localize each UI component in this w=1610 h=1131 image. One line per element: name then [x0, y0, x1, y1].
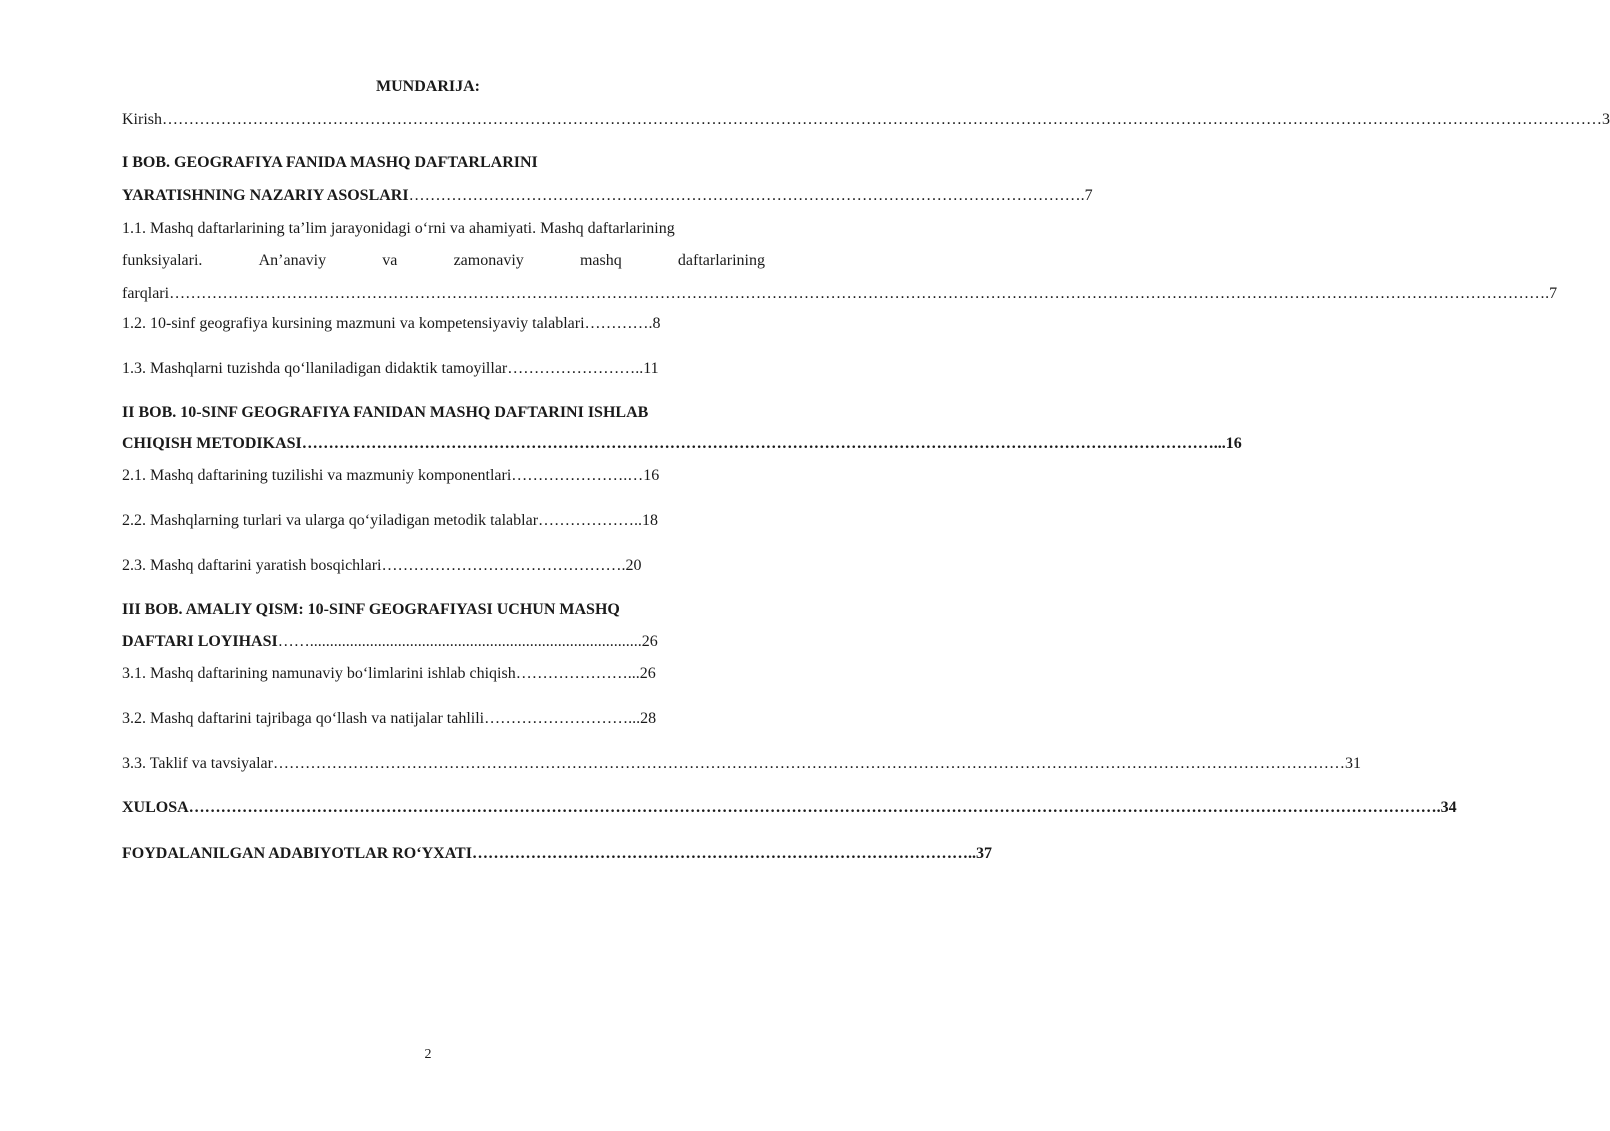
toc-word: daftarlarining — [677, 252, 765, 269]
toc-chapter-3-leader: ……...................................................................................26 — [277, 633, 658, 650]
toc-entry-2-2: 2.2. Mashqlarning turlari va ularga qo‘yiladigan metodik talablar………………..18 — [122, 512, 659, 529]
toc-entry-xulosa: XULOSA……………………………………………………………………………………………………………………………………………………………………………………………………………….34 — [122, 799, 1457, 816]
toc-word: va — [382, 252, 398, 269]
toc-chapter-2-line-1: II BOB. 10-SINF GEOGRAFIYA FANIDAN MASHQ DAFTARINI ISHLAB — [122, 404, 649, 421]
toc-entry-1-2: 1.2. 10-sinf geografiya kursining mazmuni va kompetensiyaviy talablari………….8 — [122, 315, 661, 332]
toc-word: funksiyalari. — [122, 252, 203, 269]
toc-chapter-1-line-1: I BOB. GEOGRAFIYA FANIDA MASHQ DAFTARLARINI — [122, 154, 538, 171]
toc-chapter-1-leader: ……………………………………………………………………………………………………………….7 — [408, 187, 1093, 204]
toc-entry-1-1-line-3: farqlari…………………………………………………………………………………………………………………………………………………………………………………………………………………………………….7 — [122, 285, 1558, 302]
toc-entry-3-2: 3.2. Mashq daftarini tajribaga qo‘llash va natijalar tahlili………………………...28 — [122, 710, 657, 727]
toc-entry-kirish: Kirish………………………………………………………………………………………………………………………………………………………………………………………………………………………………………………3 — [122, 111, 1610, 128]
toc-chapter-1-heading: YARATISHNING NAZARIY ASOSLARI — [122, 187, 409, 204]
toc-entry-3-3: 3.3. Taklif va tavsiyalar…………………………………………………………………………………………………………………………………………………………………………………31 — [122, 755, 1361, 772]
toc-entry-3-1: 3.1. Mashq daftarining namunaviy bo‘limlarini ishlab chiqish…………………...26 — [122, 665, 656, 682]
toc-chapter-2-line-2: CHIQISH METODIKASI………………………………………………………………………………………………………………………………………………………...16 — [122, 435, 1242, 452]
toc-chapter-3-heading: DAFTARI LOYIHASI — [122, 633, 278, 650]
page-number: 2 — [424, 1047, 432, 1062]
toc-entry-1-1-line-1: 1.1. Mashq daftarlarining ta’lim jarayonidagi o‘rni va ahamiyati. Mashq daftarlarining — [122, 220, 675, 237]
toc-chapter-3-line-1: III BOB. AMALIY QISM: 10-SINF GEOGRAFIYASI UCHUN MASHQ — [122, 601, 620, 618]
toc-word: An’anaviy — [258, 252, 327, 269]
toc-entry-2-3: 2.3. Mashq daftarini yaratish bosqichlari……………………………………….20 — [122, 557, 642, 574]
toc-entry-2-1: 2.1. Mashq daftarining tuzilishi va mazmuniy komponentlari………………….…16 — [122, 467, 660, 484]
toc-title: MUNDARIJA: — [376, 78, 480, 95]
toc-chapter-3-line-2 — [122, 632, 765, 652]
toc-word: zamonaviy — [453, 252, 524, 269]
toc-entry-1-1-line-2 — [122, 251, 765, 271]
toc-entry-1-3: 1.3. Mashqlarni tuzishda qo‘llaniladigan didaktik tamoyillar……………………..11 — [122, 360, 659, 377]
toc-word: mashq — [579, 252, 622, 269]
toc-chapter-1-line-2 — [122, 186, 1093, 206]
toc-entry-references: FOYDALANILGAN ADABIYOTLAR RO‘YXATI…………………………………………………………………………………..37 — [122, 845, 992, 862]
